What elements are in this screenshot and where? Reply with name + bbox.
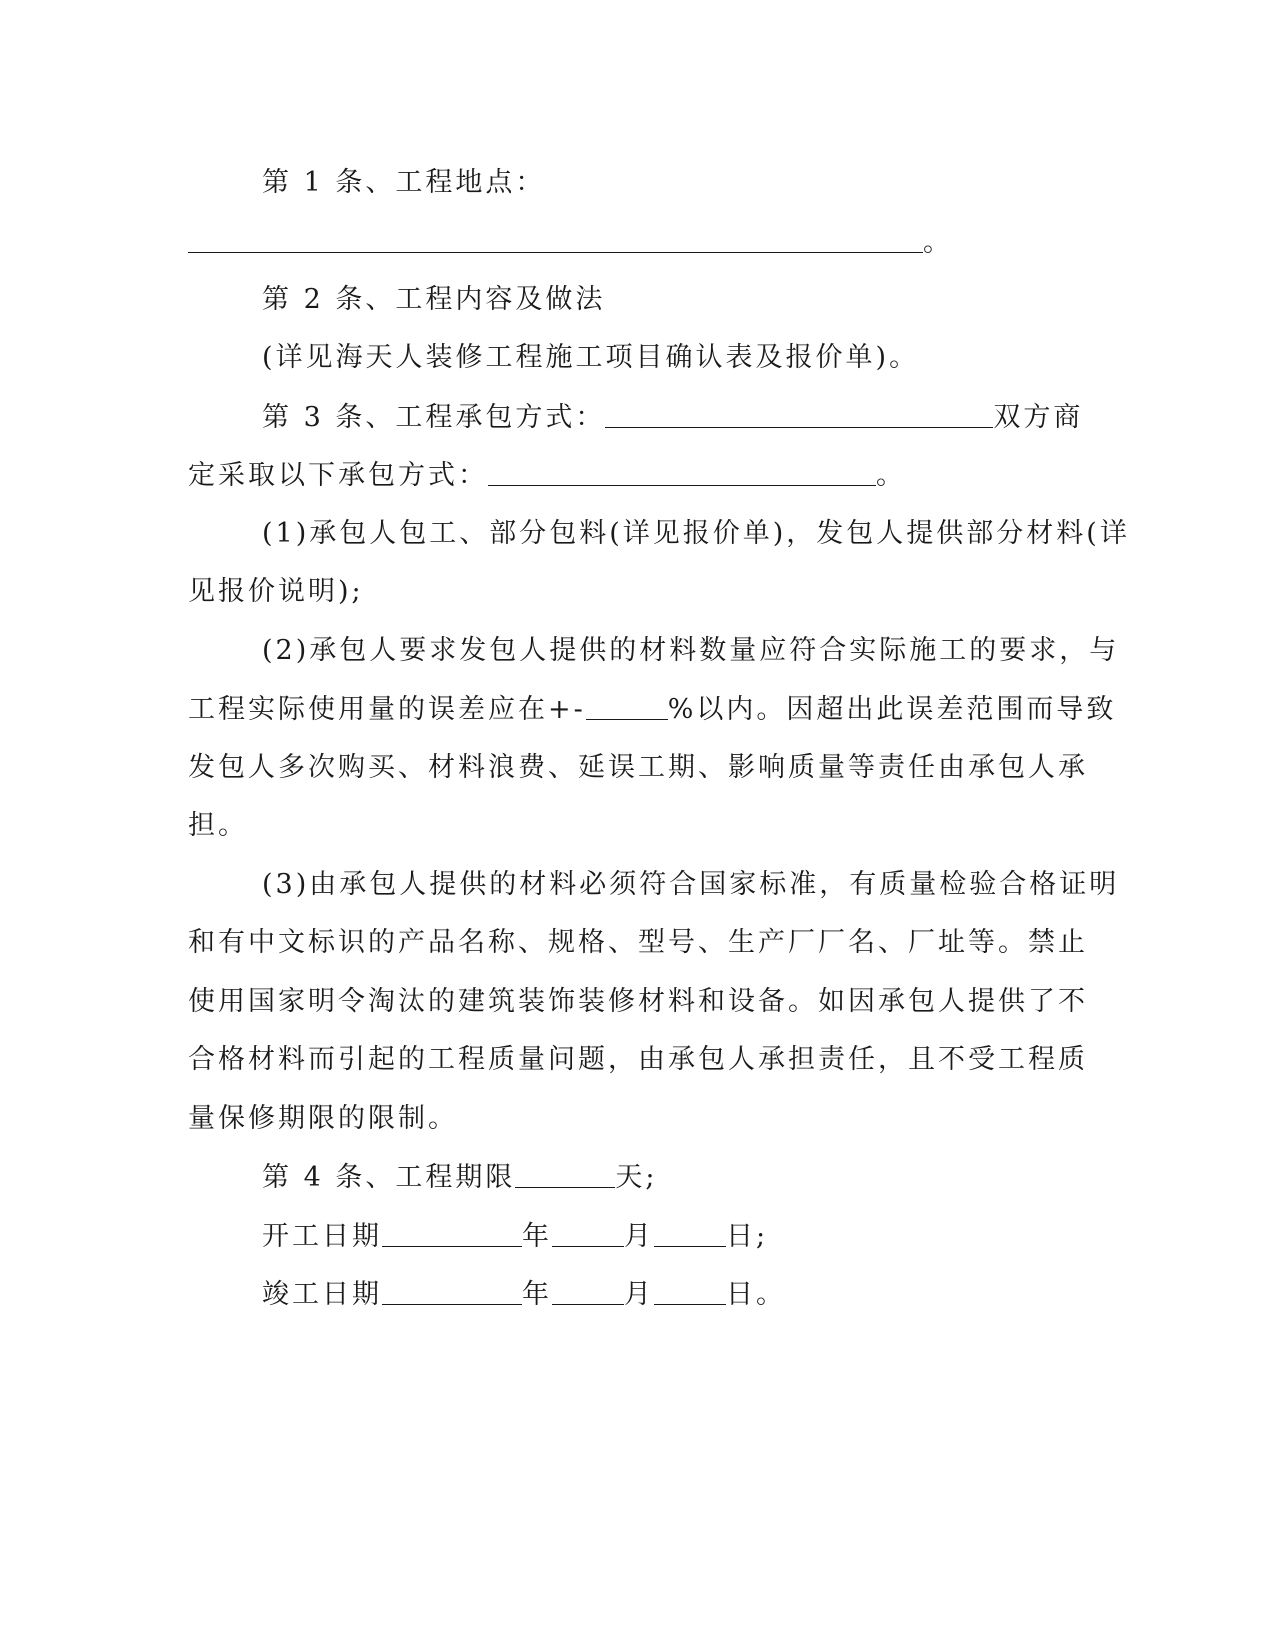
start-year-blank [382,1216,522,1247]
article4-duration: 第 4 条、工程期限 天; [262,1157,1162,1198]
start-month-blank [552,1216,624,1247]
item1-line2: 见报价说明); [188,576,364,607]
item3-line4: 合格材料而引起的工程质量问题，由承包人承担责任，且不受工程质 [188,1044,1088,1075]
article2-heading: 第 2 条、工程内容及做法 [262,284,606,315]
article1-heading: 第 1 条、工程地点： [262,167,546,198]
article2-detail: (详见海天人装修工程施工项目确认表及报价单)。 [262,342,920,373]
tolerance-blank [586,689,668,720]
location-blank [188,222,923,253]
start-day-blank [654,1216,726,1247]
item3-line1: (3)由承包人提供的材料必须符合国家标准，有质量检验合格证明 [262,869,1120,900]
item2-line4: 担。 [188,810,248,841]
start-date-line: 开工日期 年 月 日; [262,1216,1162,1257]
contract-method-blank [605,397,993,428]
end-day-blank [654,1274,726,1305]
item3-line5: 量保修期限的限制。 [188,1103,458,1134]
article3-line1: 第 3 条、工程承包方式： 双方商 [262,397,1162,438]
end-year-blank [382,1274,522,1305]
item2-line3: 发包人多次购买、材料浪费、延误工期、影响质量等责任由承包人承 [188,752,1088,783]
article1-location-line: 。 [188,222,1088,263]
end-date-line: 竣工日期 年 月 日。 [262,1274,1162,1315]
end-month-blank [552,1274,624,1305]
contract-method-blank-2 [488,455,876,486]
article3-line2: 定采取以下承包方式： 。 [188,455,1088,496]
item1-line1: (1)承包人包工、部分包料(详见报价单)，发包人提供部分材料(详 [262,518,1130,549]
item3-line3: 使用国家明令淘汰的建筑装饰装修材料和设备。如因承包人提供了不 [188,986,1088,1017]
item2-line1: (2)承包人要求发包人提供的材料数量应符合实际施工的要求，与 [262,635,1120,666]
item3-line2: 和有中文标识的产品名称、规格、型号、生产厂厂名、厂址等。禁止 [188,927,1088,958]
item2-line2: 工程实际使用量的误差应在+- %以内。因超出此误差范围而导致 [188,689,1088,730]
duration-blank [515,1157,615,1188]
